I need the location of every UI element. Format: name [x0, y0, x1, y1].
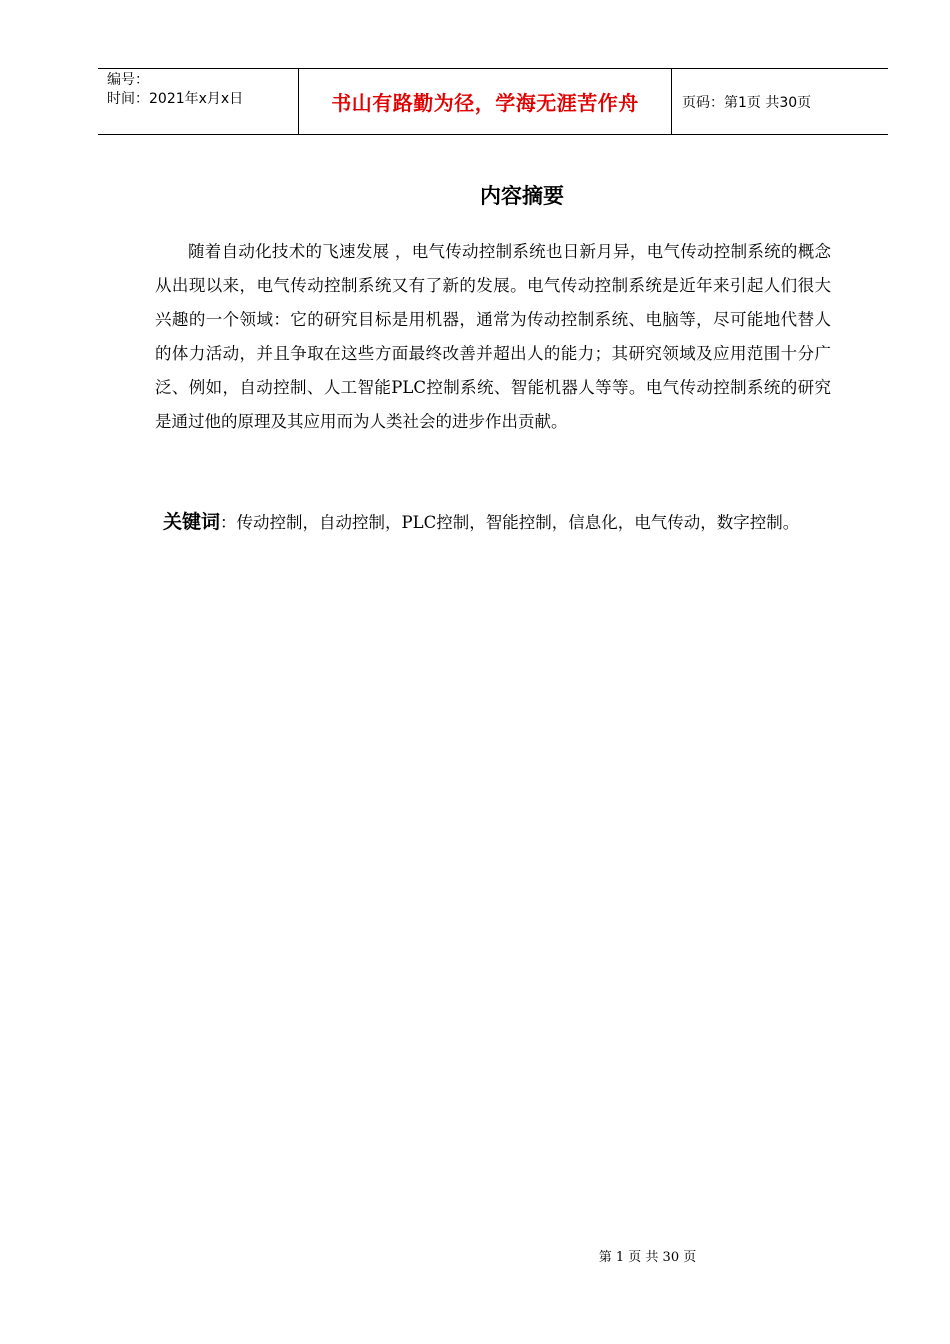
abstract-paragraph: 随着自动化技术的飞速发展 ，电气传动控制系统也日新月异，电气传动控制系统的概念从出现以来，电气传动控制系统又有了新的发展。电气传动控制系统是近年来引起人们很大兴趣的一个领域：它的研究目标是用机器，通常为传动控制系统、电脑等，尽可能地代替人的体力活动，并且争取在这些方面最终改善并超出人的能力；其研究领域及应用范围十分广泛、例如，自动控制、人工智能PLC控制系统、智能机器人等等。电气传动控制系统的研究是通过他的原理及其应用而为人类社会的进步作出贡献。: [155, 242, 831, 431]
keywords-paragraph: [163, 505, 831, 540]
document-number-label: 编号：: [107, 72, 149, 88]
header-meta-cell: [98, 69, 299, 134]
document-header-table: [98, 68, 888, 135]
keywords-label: 关键词: [163, 511, 221, 533]
header-page-info: 页码：第1页 共30页: [682, 94, 812, 111]
document-title: 内容摘要: [480, 184, 564, 208]
footer-page-number: 第 1 页 共 30 页: [598, 1250, 697, 1265]
document-time-label: 时间：2021年x月x日: [107, 91, 244, 107]
header-motto: 书山有路勤为径，学海无涯苦作舟: [299, 69, 672, 134]
keywords-list: ：传动控制，自动控制，PLC控制，智能控制，信息化，电气传动，数字控制。: [220, 513, 800, 532]
